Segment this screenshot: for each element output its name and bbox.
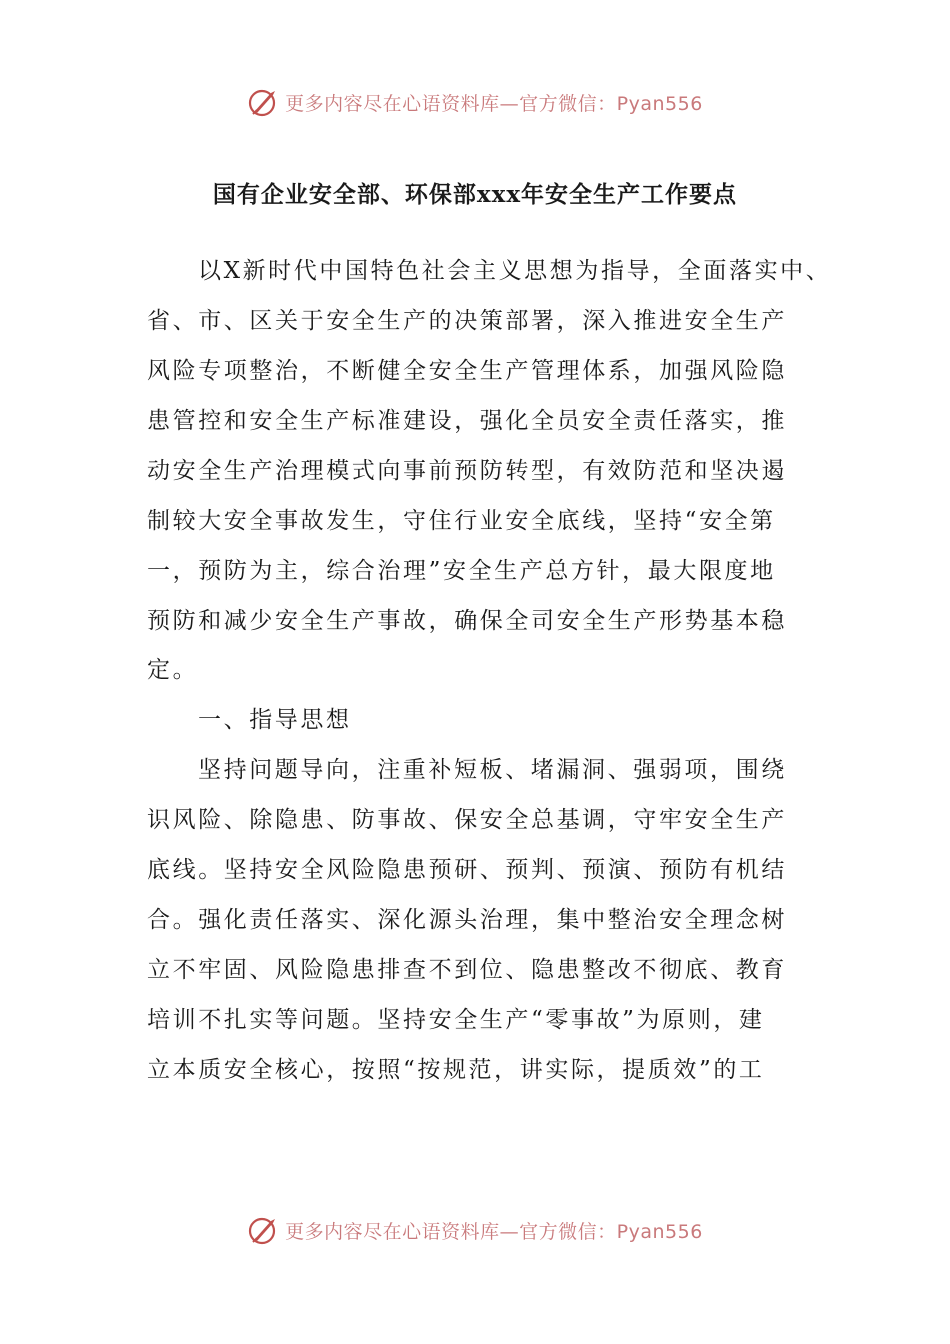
pen-logo-icon <box>247 85 281 119</box>
paragraph-line: 培训不扎实等问题。坚持安全生产“零事故”为原则，建 <box>147 1007 765 1033</box>
paragraph-line: 底线。坚持安全风险隐患预研、预判、预演、预防有机结 <box>147 857 787 883</box>
paragraph-line: 坚持问题导向，注重补短板、堵漏洞、强弱项，围绕 <box>198 757 787 783</box>
paragraph-line: 预防和减少安全生产事故，确保全司安全生产形势基本稳 <box>147 608 787 634</box>
paragraph-line: 一，预防为主，综合治理”安全生产总方针，最大限度地 <box>147 558 776 584</box>
paragraph-line: 识风险、除隐患、防事故、保安全总基调，守牢安全生产 <box>147 807 787 833</box>
paragraph-line: 定。 <box>147 657 199 683</box>
footer-banner <box>0 1210 950 1250</box>
paragraph-line: 立不牢固、风险隐患排查不到位、隐患整改不彻底、教育 <box>147 957 787 983</box>
banner-text: 更多内容尽在心语资料库—官方微信：Pyan556 <box>285 92 703 115</box>
pen-logo-icon <box>247 1213 281 1247</box>
paragraph-line: 风险专项整治，不断健全安全生产管理体系，加强风险隐 <box>147 358 787 384</box>
paragraph-line: 患管控和安全生产标准建设，强化全员安全责任落实，推 <box>147 408 787 434</box>
paragraph-line: 立本质安全核心，按照“按规范，讲实际，提质效”的工 <box>147 1057 765 1083</box>
header-banner <box>0 82 950 122</box>
document-title: 国有企业安全部、环保部xxx年安全生产工作要点 <box>212 181 738 208</box>
wechat-id: Pyan556 <box>616 1220 703 1243</box>
section-heading: 一、指导思想 <box>198 707 352 733</box>
paragraph-line: 动安全生产治理模式向事前预防转型，有效防范和坚决遏 <box>147 458 787 484</box>
banner-text: 更多内容尽在心语资料库—官方微信：Pyan556 <box>285 1220 703 1243</box>
paragraph-line: 以X新时代中国特色社会主义思想为指导，全面落实中、 <box>198 258 832 284</box>
paragraph-line: 省、市、区关于安全生产的决策部署，深入推进安全生产 <box>147 308 787 334</box>
wechat-id: Pyan556 <box>616 92 703 115</box>
paragraph-line: 合。强化责任落实、深化源头治理，集中整治安全理念树 <box>147 907 787 933</box>
paragraph-line: 制较大安全事故发生，守住行业安全底线，坚持“安全第 <box>147 508 776 534</box>
